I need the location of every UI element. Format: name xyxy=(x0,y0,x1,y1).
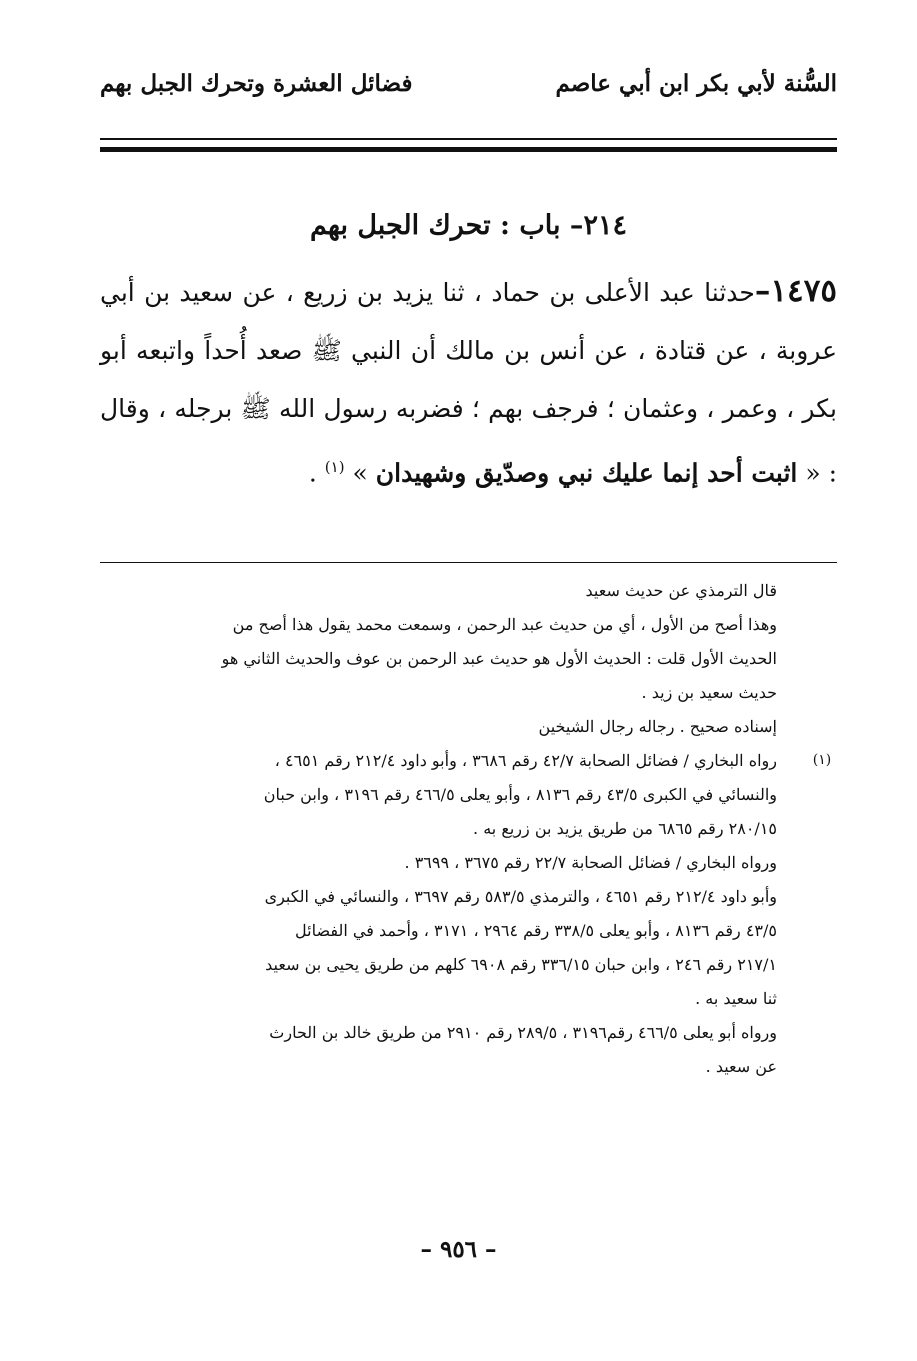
running-header xyxy=(100,62,837,118)
hadith-body: حدثنا عبد الأعلى بن حماد ، ثنا يزيد بن زريع ، عن سعيد بن أبي عروبة ، عن قتادة ، عن أنس بن مالك أن النبي ﷺ صعد أُحداً واتبعه أبو بكر ، وعمر ، وعثمان ؛ فرجف بهم ؛ فضربه رسول الله ﷺ برجله ، وقال : « xyxy=(100,278,837,488)
hadith-quote-close: » xyxy=(352,458,368,488)
header-rule-thin xyxy=(100,138,837,140)
footnote-marker: (١) xyxy=(812,752,832,768)
hadith-text xyxy=(100,262,837,502)
hadith-number: ١٤٧٥– xyxy=(754,273,837,309)
hadith-ending: . xyxy=(308,458,325,488)
section-heading: ٢١٤– باب : تحرك الجبل بهم xyxy=(310,210,627,241)
chapter-title: فضائل العشرة وتحرك الجبل بهم xyxy=(100,70,413,97)
footnote-line: والنسائي في الكبرى ٤٣/٥ رقم ٨١٣٦ ، وأبو يعلى ٤٦٦/٥ رقم ٣١٩٦ ، وابن حبان xyxy=(263,785,777,804)
hadith-quote: اثبت أحد إنما عليك نبي وصدّيق وشهيدان xyxy=(375,458,798,488)
footnote-line: ثنا سعيد به . xyxy=(695,989,777,1008)
footnote-line: ورواه أبو يعلى ٤٦٦/٥ رقم٣١٩٦ ، ٢٨٩/٥ رقم ٢٩١٠ من طريق خالد بن الحارث xyxy=(269,1023,777,1042)
footnote-line: إسناده صحيح . رجاله رجال الشيخين xyxy=(538,717,777,736)
footnote-line: ٢١٧/١ رقم ٢٤٦ ، وابن حبان ٣٣٦/١٥ رقم ٦٩٠٨ كلهم من طريق يحيى بن سعيد xyxy=(265,955,777,974)
footnote-line: رواه البخاري / فضائل الصحابة ٤٢/٧ رقم ٣٦٨٦ ، وأبو داود ٢١٢/٤ رقم ٤٦٥١ ، xyxy=(274,751,777,770)
footnote-line: وهذا أصح من الأول ، أي من حديث عبد الرحمن ، وسمعت محمد يقول هذا أصح من xyxy=(232,615,777,634)
footnote-line: ٢٨٠/١٥ رقم ٦٨٦٥ من طريق يزيد بن زريع به . xyxy=(473,819,777,838)
footnote-separator xyxy=(100,562,837,563)
footnote-line: قال الترمذي عن حديث سعيد xyxy=(585,581,777,600)
header-rule-thick xyxy=(100,147,837,152)
footnote-reference[interactable]: (١) xyxy=(324,458,345,476)
footnote-line: ٤٣/٥ رقم ٨١٣٦ ، وأبو يعلى ٣٣٨/٥ رقم ٢٩٦٤ ، ٣١٧١ ، وأحمد في الفضائل xyxy=(295,921,777,940)
footnote-line: عن سعيد . xyxy=(705,1057,777,1076)
book-title: السُّنة لأبي بكر ابن أبي عاصم xyxy=(555,70,837,97)
footnote-line: الحديث الأول قلت : الحديث الأول هو حديث عبد الرحمن بن عوف والحديث الثاني هو xyxy=(221,649,777,668)
footnotes xyxy=(100,574,777,1084)
footnote-line: وأبو داود ٢١٢/٤ رقم ٤٦٥١ ، والترمذي ٥٨٣/٥ رقم ٣٦٩٧ ، والنسائي في الكبرى xyxy=(264,887,777,906)
footnote-line: ورواه البخاري / فضائل الصحابة ٢٢/٧ رقم ٣٦٧٥ ، ٣٦٩٩ . xyxy=(404,853,777,872)
page-number: – ٩٥٦ – xyxy=(420,1236,497,1263)
footnote-line: حديث سعيد بن زيد . xyxy=(641,683,777,702)
